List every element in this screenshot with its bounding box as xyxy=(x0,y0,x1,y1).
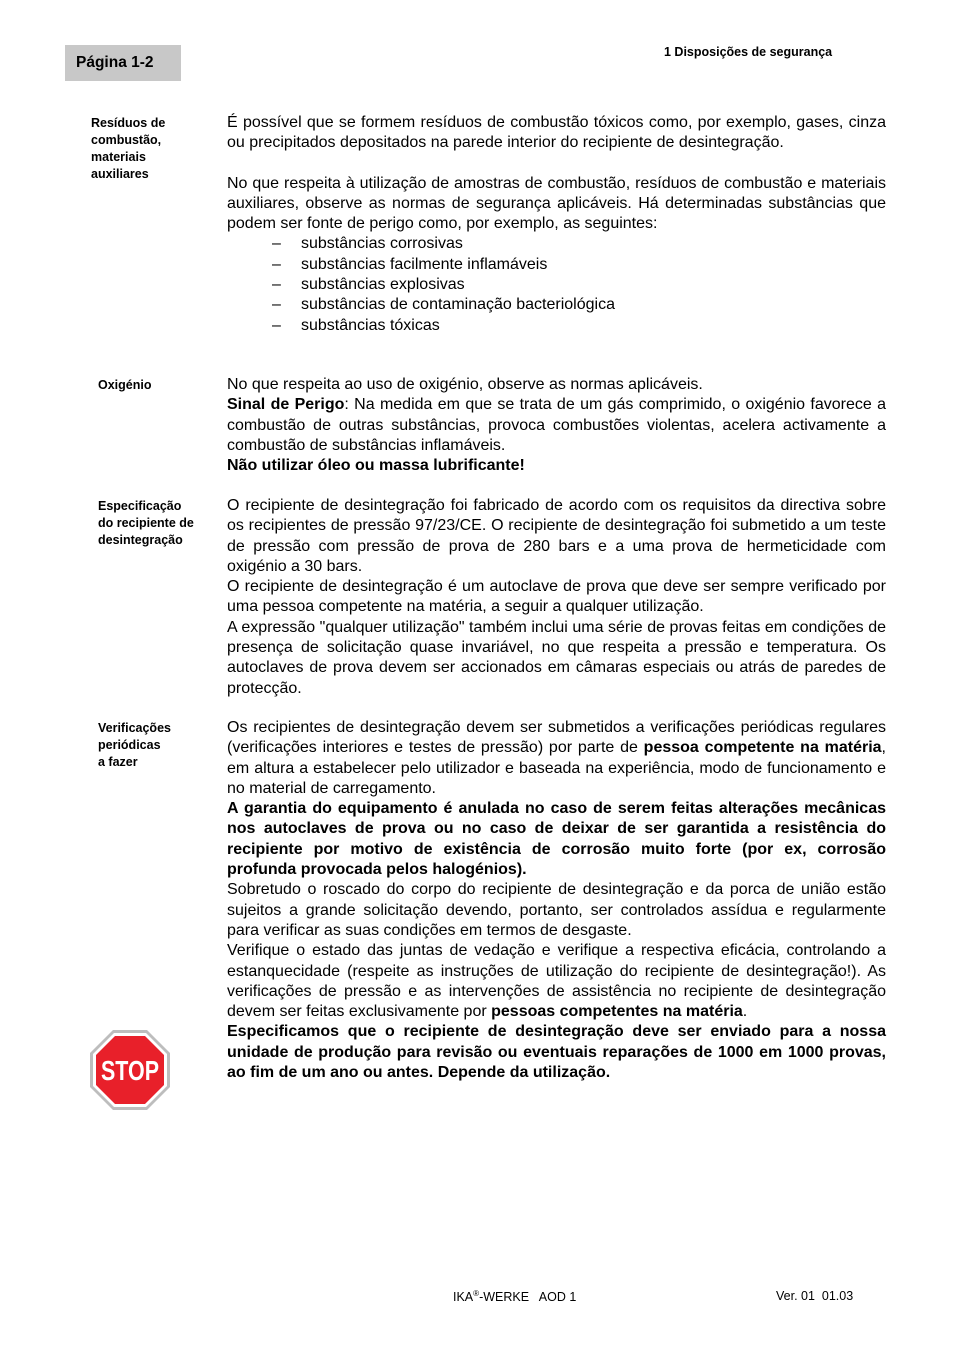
paragraph: Os recipientes de desintegração devem ser submetidos a verificações periódicas regulares (verificações interiores e testes de pressão) por parte de pessoa competente na matéria, em altura a estabelecer pelo utilizador e baseada na experiência, modo de funcionamento e no material de carregamento. xyxy=(227,719,886,797)
section-body-verificacoes xyxy=(227,718,886,1083)
list-item: – substâncias facilmente inflamáveis xyxy=(272,255,548,273)
page-number-badge: Página 1-2 xyxy=(65,45,181,81)
warranty-warning: A garantia do equipamento é anulada no caso de serem feitas alterações mecânicas nos autoclaves de prova ou no caso de deixar de ser garantida a resistência do recipiente por motivo de existência de corrosão muito forte (por ex, corrosão profunda provocada pelos halogénios). xyxy=(227,800,886,879)
section-label-verificacoes: Verificações periódicas a fazer xyxy=(98,721,171,769)
list-item: – substâncias tóxicas xyxy=(272,316,440,334)
paragraph: É possível que se formem resíduos de combustão tóxicos como, por exemplo, gases, cinza ou precipitados depositados na parede interior do recipiente de desintegração. xyxy=(227,114,886,152)
paragraph: Verifique o estado das juntas de vedação e verifique a respectiva eficácia, controlando a estanquecidade (respeite as instruções de utilização do recipiente de desintegração!). As verificações de pressão e as intervenções de assistência no recipiente de desintegração devem ser feitas exclusivamente por pessoas competentes na matéria. xyxy=(227,942,886,1021)
paragraph: O recipiente de desintegração foi fabricado de acordo com os requisitos da directiva sobre os recipientes de pressão 97/23/CE. O recipiente de desintegração foi submetido a um teste de pressão com pressão de prova de 280 bars e a uma prova de hermeticidade com oxigénio a 30 bars. xyxy=(227,497,886,575)
paragraph: Sobretudo o roscado do corpo do recipiente de desintegração e da porca de união estão sujeitos a grande solicitação devendo, portanto, ser controlados assídua e regularmente para verificar as suas condições em termos de desgaste. xyxy=(227,881,886,939)
paragraph: No que respeita ao uso de oxigénio, observe as normas aplicáveis. xyxy=(227,376,703,393)
hazard-list xyxy=(227,234,886,335)
paragraph: Sinal de Perigo: Na medida em que se trata de um gás comprimido, o oxigénio favorece a combustão de outras substâncias, provoca combustões violentas, acelera activamente a combustão de substâncias inflamáveis. xyxy=(227,396,886,454)
section-label-oxigenio: Oxigénio xyxy=(98,378,152,392)
warning-text: Não utilizar óleo ou massa lubrificante! xyxy=(227,457,525,475)
list-item: – substâncias de contaminação bacteriológica xyxy=(272,296,615,314)
list-item: – substâncias corrosivas xyxy=(272,235,463,253)
footer-brand: IKA®-WERKE AOD 1 xyxy=(453,1289,577,1305)
section-body-especificacao xyxy=(227,496,886,699)
footer-version: Ver. 01 01.03 xyxy=(776,1289,854,1303)
list-item: – substâncias explosivas xyxy=(272,276,465,294)
section-body-oxigenio xyxy=(227,375,886,476)
paragraph: O recipiente de desintegração é um autoclave de prova que deve ser sempre verificado por uma pessoa competente na matéria, a seguir a qualquer utilização. xyxy=(227,578,886,616)
stop-sign-text: STOP xyxy=(101,1055,159,1086)
chapter-title: 1 Disposições de segurança xyxy=(664,45,833,59)
stop-sign-icon xyxy=(89,1029,171,1111)
section-label-residuos: Resíduos de combustão, materiais auxiliares xyxy=(91,116,166,181)
paragraph: A expressão "qualquer utilização" também inclui uma série de provas feitas em condições de presença de solicitação quase invariável, no que respeita a pressão e temperatura. Os autoclaves de prova devem ser accionados em câmaras especiais ou atrás de paredes de protecção. xyxy=(227,618,886,697)
section-body-residuos xyxy=(227,113,886,336)
service-notice: Especificamos que o recipiente de desintegração deve ser enviado para a nossa unidade de produção para revisão ou eventuais reparações de 1000 em 1000 provas, ao fim de um ano ou antes. Depende da utilização. xyxy=(227,1023,886,1082)
section-label-especificacao: Especificação do recipiente de desintegração xyxy=(98,499,194,547)
paragraph: No que respeita à utilização de amostras de combustão, resíduos de combustão e materiais auxiliares, observe as normas de segurança aplicáveis. Há determinadas substâncias que podem ser fonte de perigo como, por exemplo, as seguintes: xyxy=(227,174,886,233)
